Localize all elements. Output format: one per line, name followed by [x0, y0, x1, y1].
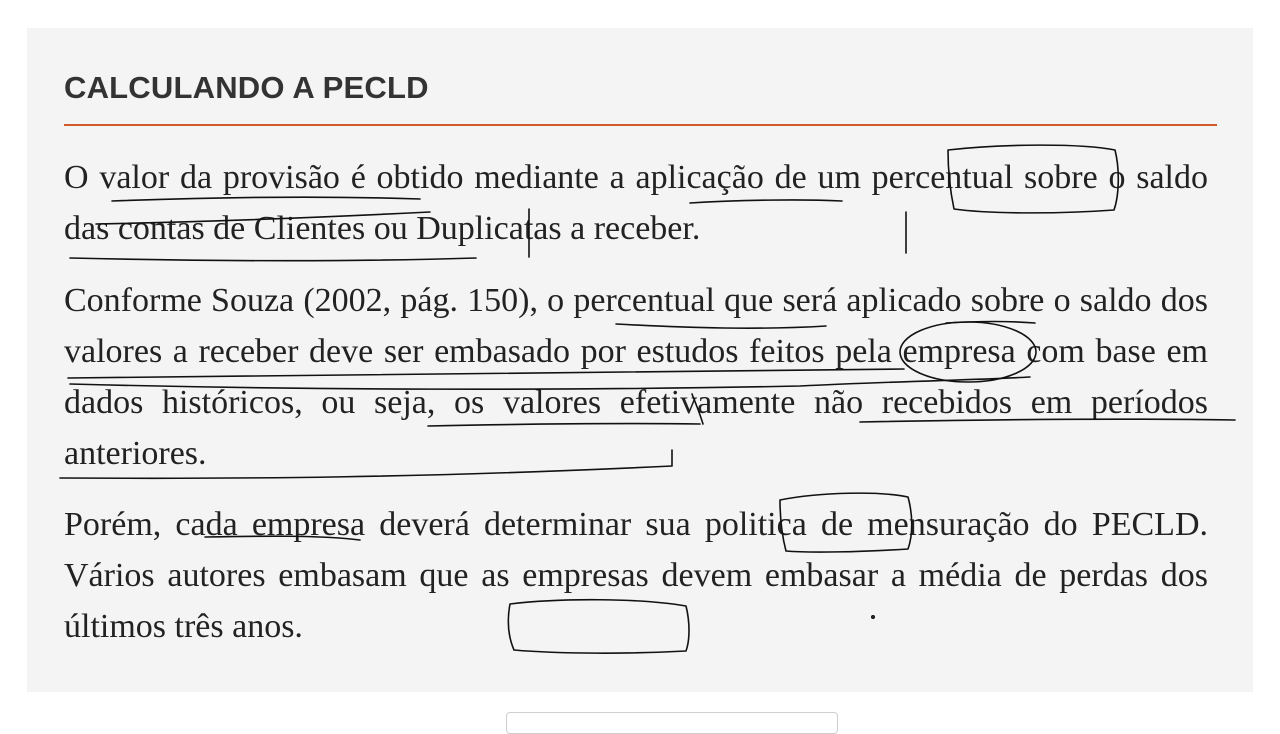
title-divider: [64, 124, 1217, 126]
slide-title: CALCULANDO A PECLD: [64, 70, 429, 105]
paragraph-definition: O valor da provisão é obtido mediante a aplicação de um percentual sobre o saldo das contas de Clientes ou Duplicatas a receber.: [64, 159, 1208, 247]
paragraph-souza: Conforme Souza (2002, pág. 150), o percentual que será aplicado sobre o saldo dos valores a receber deve ser embasado por estudos feitos pela empresa com base em dados históricos, ou seja, os valores efetivamente não recebidos em períodos anteriores.: [64, 282, 1208, 472]
bottom-toolbar-tab[interactable]: [506, 712, 838, 734]
paragraph-politica: Porém, cada empresa deverá determinar sua politica de mensuração do PECLD. Vários autores embasam que as empresas devem embasar a média de perdas dos últimos três anos.: [64, 506, 1208, 645]
